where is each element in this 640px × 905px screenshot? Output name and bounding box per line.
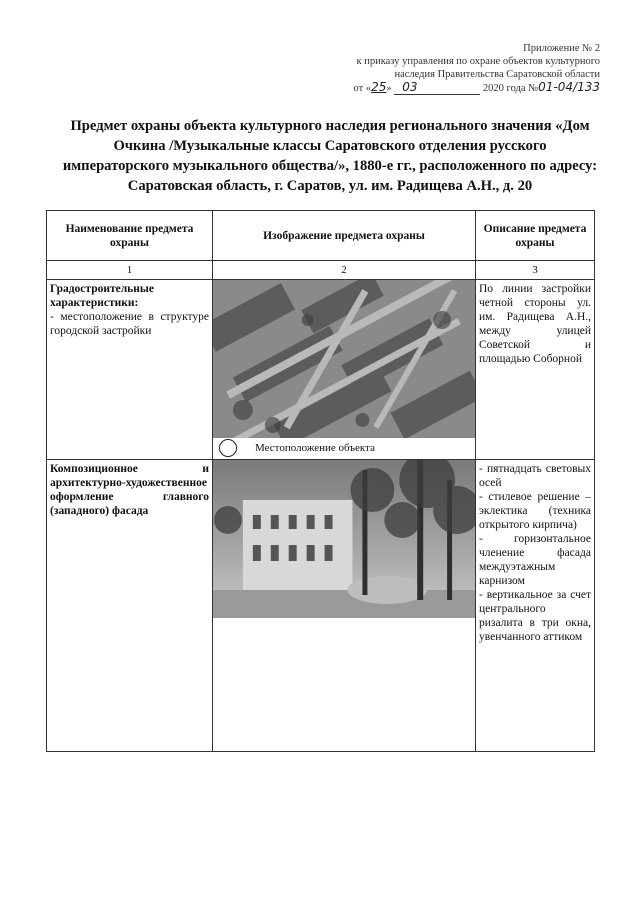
column-number: 1 [47, 261, 213, 280]
description-item: - вертикальное за счет центрального ризалита в три окна, увенчанного аттиком [479, 589, 591, 643]
name-cell [47, 280, 213, 460]
protection-table [46, 210, 595, 752]
column-number: 2 [213, 261, 476, 280]
date-number: 01-04/133 [538, 80, 600, 94]
table-header-row [47, 211, 595, 261]
date-day: 25 [371, 80, 387, 94]
date-mid: » [386, 83, 395, 94]
date-year: 2020 года № [482, 83, 539, 94]
appendix-line: наследия Правительства Саратовской области [394, 69, 600, 80]
facade-photo-image [213, 460, 475, 618]
table-row [47, 280, 595, 460]
header-description: Описание предмета охраны [476, 211, 595, 261]
table-row [47, 460, 595, 752]
map-legend [213, 438, 475, 458]
description-item: - пятнадцать световых осей [479, 463, 591, 489]
appendix-line: к приказу управления по охране объектов культурного [356, 56, 600, 67]
date-prefix: от « [353, 83, 372, 94]
description-item: - стилевое решение – эклектика (техника открытого кирпича) [479, 491, 591, 531]
header-name: Наименование предмета охраны [47, 211, 213, 261]
name-detail: - местоположение в структуре городской застройки [50, 311, 209, 337]
appendix-date-line [300, 81, 600, 95]
header-image: Изображение предмета охраны [213, 211, 476, 261]
appendix-line: Приложение № 2 [523, 43, 600, 54]
name-heading: Градостроительные характеристики: [50, 283, 154, 309]
name-heading: Композиционное и архитектурно-художественное оформление главного (западного) фасада [50, 463, 209, 517]
image-cell [213, 280, 476, 460]
document-title: Предмет охраны объекта культурного наследия регионального значения «Дом Очкина /Музыкальные классы Саратовского отделения русского императорского музыкального общества/», 1880-е гг., расположенного по адресу: Саратовская область, г. Саратов, ул. им. Радищева А.Н., д. 20 [62, 118, 598, 194]
legend-label: Местоположение объекта [255, 442, 375, 454]
description-cell: По линии застройки четной стороны ул. им. Радищева А.Н., между улицей Советской и площадью Соборной [476, 280, 595, 460]
table-number-row [47, 261, 595, 280]
location-circle-icon [219, 439, 237, 457]
image-cell [213, 460, 476, 752]
aerial-map-image [213, 280, 475, 438]
description-cell [476, 460, 595, 752]
column-number: 3 [476, 261, 595, 280]
description-item: - горизонтальное членение фасада междуэтажным карнизом [479, 533, 591, 587]
date-month: 03 [394, 81, 480, 95]
name-cell [47, 460, 213, 752]
appendix-header [300, 42, 600, 95]
